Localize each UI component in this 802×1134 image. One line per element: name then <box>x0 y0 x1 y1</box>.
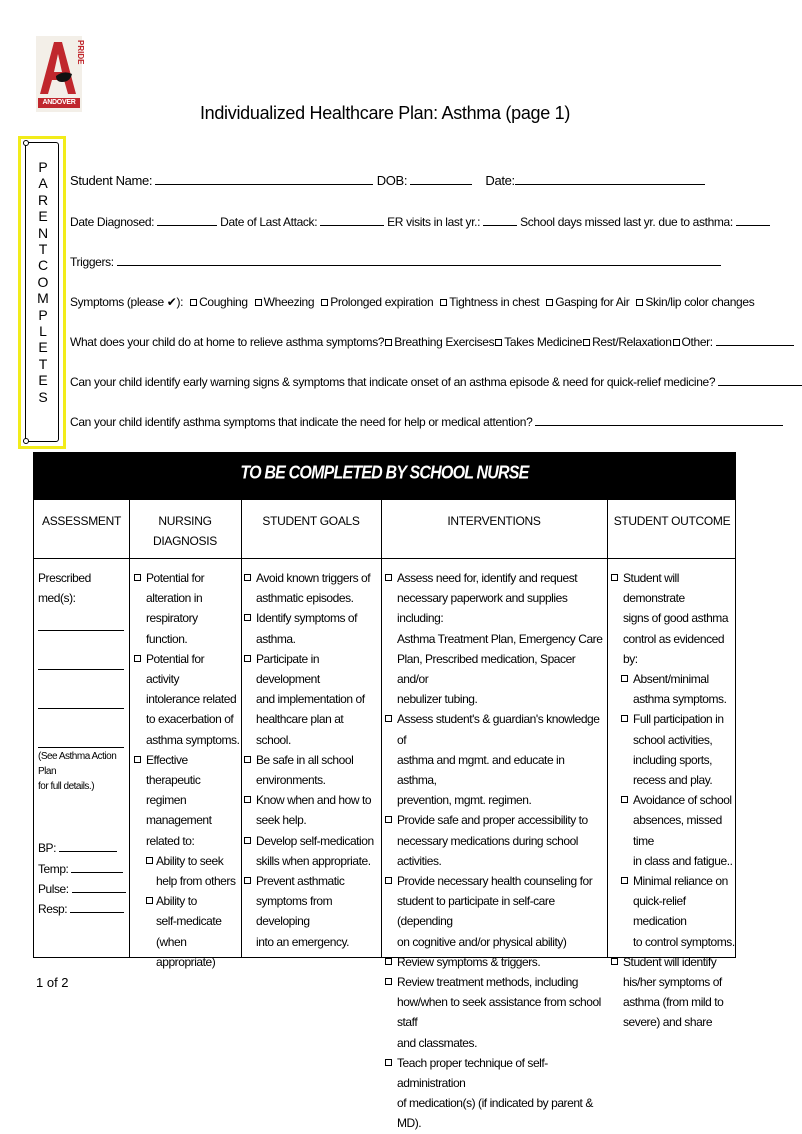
diagnosis-item-text: respiratory function. <box>146 611 198 646</box>
nursing-diagnosis-cell <box>134 568 240 972</box>
bp-row <box>38 838 126 858</box>
goal-item-text: Participate in development <box>256 651 320 687</box>
student-outcome-cell <box>611 568 735 1033</box>
checkbox[interactable] <box>611 574 618 581</box>
checkbox[interactable] <box>134 655 141 662</box>
header-assessment: ASSESSMENT <box>41 514 122 528</box>
goal-item-text: asthmatic episodes. <box>256 591 354 606</box>
scroll-banner <box>25 142 59 442</box>
goal-item-text: Be safe in all school <box>256 752 354 767</box>
diagnosis-subitem <box>134 851 240 891</box>
diagnosis-item-text: related to: <box>146 833 195 848</box>
spacer <box>38 709 126 747</box>
warning-row <box>70 375 802 389</box>
bp-label: BP: <box>38 841 56 856</box>
er-visits-field[interactable] <box>483 215 517 226</box>
date-field[interactable] <box>515 174 705 185</box>
goal-item-text: Prevent asthmatic <box>256 874 345 889</box>
last-attack-label: Date of Last Attack: <box>220 215 318 229</box>
banner-letter: A <box>38 175 48 192</box>
diagnosis-subitem-text: (when <box>156 934 187 949</box>
checkbox[interactable] <box>190 299 197 306</box>
checkbox[interactable] <box>621 715 628 722</box>
banner-letter: E <box>38 372 48 389</box>
diagnosis-subitem-text: Ability to <box>156 894 197 909</box>
page-title: Individualized Healthcare Plan: Asthma (page 1) <box>199 103 571 123</box>
triggers-field[interactable] <box>117 255 721 266</box>
intervention-item-text: Provide necessary health counseling for <box>397 874 593 889</box>
relieve-rest: Rest/Relaxation <box>592 335 672 349</box>
banner-letter: N <box>37 224 49 241</box>
goal-item-text: Know when and how to <box>256 793 372 808</box>
resp-label: Resp: <box>38 902 68 917</box>
goal-item <box>244 750 380 790</box>
see-plan-line1: (See Asthma Action Plan <box>38 751 117 778</box>
checkbox[interactable] <box>244 796 251 803</box>
logo-pride-text: PRIDE <box>76 40 85 65</box>
intervention-item-text: Assess need for, identify and request <box>397 571 578 585</box>
checkbox[interactable] <box>244 574 251 581</box>
intervention-item-text: Asthma Treatment Plan, Emergency Care <box>397 631 603 646</box>
diagnosis-item <box>134 649 240 750</box>
temp-label: Temp: <box>38 861 69 876</box>
help-field[interactable] <box>535 415 783 426</box>
outcome-subitem-text: school activities, <box>633 732 713 747</box>
intervention-item <box>385 709 606 810</box>
help-question: Can your child identify asthma symptoms that indicate the need for help or medical attention? <box>70 415 533 429</box>
banner-letter: P <box>38 159 48 175</box>
outcome-subitem-text: Minimal reliance on <box>633 874 728 889</box>
diagnosis-item-text: to exacerbation of <box>146 712 234 727</box>
diagnosis-item-text: therapeutic regimen <box>146 773 201 808</box>
outcome-subitem-text: quick-relief medication <box>633 894 687 929</box>
outcome-subitem-text: Absent/minimal <box>633 672 709 687</box>
header-divider <box>34 558 735 559</box>
checkbox[interactable] <box>255 299 262 306</box>
banner-letter: M <box>37 290 49 307</box>
intervention-item <box>385 972 606 1053</box>
header-nursing-diagnosis <box>129 511 241 551</box>
date-label: Date: <box>485 173 515 188</box>
school-days-label: School days missed last yr. due to asthma: <box>520 215 733 229</box>
relieve-other: Other: <box>681 335 713 349</box>
pulse-row <box>38 879 126 899</box>
banner-letter: P <box>38 306 48 323</box>
relieve-other-field[interactable] <box>716 335 794 346</box>
warning-field[interactable] <box>718 375 802 386</box>
outcome-subitem <box>621 669 735 709</box>
relieve-breathing: Breathing Exercises <box>394 335 495 349</box>
header-nursing-line2: DIAGNOSIS <box>153 534 217 548</box>
diagnosis-subitem-text: self-medicate <box>156 914 222 929</box>
checkbox[interactable] <box>385 978 392 985</box>
dob-field[interactable] <box>410 174 472 185</box>
interventions-cell <box>385 568 606 1134</box>
diagnosis-item <box>134 568 240 649</box>
student-name-label: Student Name: <box>70 173 153 188</box>
goal-item-text: symptoms from developing <box>256 894 333 929</box>
goal-item-text: and implementation of <box>256 692 365 707</box>
goal-item-text: into an emergency. <box>256 934 350 949</box>
goal-item <box>244 568 380 608</box>
school-nurse-title: TO BE COMPLETED BY SCHOOL NURSE <box>240 463 529 484</box>
intervention-item-text: student to participate in self-care (depending <box>397 894 555 929</box>
date-diagnosed-field[interactable] <box>157 215 217 226</box>
symptoms-row <box>70 295 754 309</box>
symptom-wheezing: Wheezing <box>263 295 315 309</box>
checkbox[interactable] <box>621 675 628 682</box>
banner-letter: C <box>37 257 49 274</box>
prescribed-med-line-4[interactable] <box>38 747 124 748</box>
parent-completes-banner <box>18 136 66 449</box>
banner-letter: T <box>38 241 48 258</box>
goal-item-text: Avoid known triggers of <box>256 571 371 585</box>
column-divider <box>607 500 608 957</box>
pulse-label: Pulse: <box>38 881 69 896</box>
outcome-text: signs of good asthma <box>623 611 729 626</box>
checkbox[interactable] <box>611 958 618 965</box>
last-attack-field[interactable] <box>320 215 384 226</box>
intervention-item-text: Review treatment methods, including <box>397 975 579 990</box>
outcome-subitem-text: to control symptoms. <box>633 934 735 949</box>
checkbox[interactable] <box>134 756 141 763</box>
scroll-curl-top <box>23 140 29 146</box>
intervention-item-text: Teach proper technique of self-administration <box>397 1055 548 1091</box>
checkbox[interactable] <box>621 877 628 884</box>
goal-item-text: seek help. <box>256 813 307 828</box>
outcome-subitem-text: Full participation in <box>633 712 724 727</box>
temp-field[interactable] <box>71 862 123 873</box>
outcome-text: Student will identify <box>623 954 717 969</box>
scroll-curl-bottom <box>23 438 29 444</box>
diagnosis-item-text: Potential for <box>146 571 205 585</box>
outcome-text: asthma (from mild to <box>623 995 724 1010</box>
checkbox[interactable] <box>495 339 502 346</box>
checkbox[interactable] <box>244 837 251 844</box>
goal-item <box>244 608 380 648</box>
intervention-item-text: necessary medications during school activities. <box>397 833 579 868</box>
diagnosis-subitem <box>134 891 240 972</box>
intervention-item <box>385 871 606 952</box>
diagnosis-subitem-text: Ability to seek <box>156 853 224 868</box>
checkbox[interactable] <box>244 877 251 884</box>
assessment-cell <box>38 568 126 919</box>
header-student-goals: STUDENT GOALS <box>262 514 360 528</box>
intervention-item <box>385 810 606 871</box>
spacer <box>38 794 126 838</box>
goal-item-text: environments. <box>256 773 326 788</box>
symptom-coughing: Coughing <box>199 295 248 309</box>
checkbox[interactable] <box>673 339 680 346</box>
relieve-medicine: Takes Medicine <box>504 335 583 349</box>
resp-row <box>38 899 126 919</box>
goal-item <box>244 831 380 871</box>
outcome-subitem-text: in class and fatigue.. <box>633 853 733 868</box>
student-goals-cell <box>244 568 380 952</box>
date-diagnosed-label: Date Diagnosed: <box>70 215 155 229</box>
checkbox[interactable] <box>546 299 553 306</box>
outcome-text: control as evidenced by: <box>623 631 725 666</box>
banner-letter: R <box>37 191 49 208</box>
checkbox[interactable] <box>146 897 153 904</box>
goal-item-text: Develop self-medication <box>256 833 374 848</box>
outcome-subitem <box>621 790 735 871</box>
goal-item-text: healthcare plan at school. <box>256 712 344 747</box>
header-interventions: INTERVENTIONS <box>447 514 541 528</box>
intervention-item-text: of medication(s) (if indicated by parent & MD). <box>397 1096 593 1131</box>
pulse-field[interactable] <box>72 882 126 893</box>
intervention-item-text: and classmates. <box>397 1035 477 1050</box>
help-row <box>70 415 783 429</box>
intervention-item-text: how/when to seek assistance from school staff <box>397 995 601 1030</box>
checkbox[interactable] <box>146 857 153 864</box>
header-nursing-line1: NURSING <box>158 514 212 528</box>
diagnosis-item <box>134 750 240 851</box>
diagnosis-subitem-text: help from others <box>156 874 236 889</box>
goal-item-text: Identify symptoms of <box>256 611 358 626</box>
banner-letter: L <box>39 323 47 340</box>
header-student-outcome: STUDENT OUTCOME <box>613 514 731 528</box>
relieve-question: What does your child do at home to relieve asthma symptoms? <box>70 335 385 349</box>
checkbox[interactable] <box>244 756 251 763</box>
school-days-field[interactable] <box>736 215 770 226</box>
warning-question: Can your child identify early warning signs & symptoms that indicate onset of an asthma episode & need for quick-relief medicine? <box>70 375 716 389</box>
triggers-label: Triggers: <box>70 255 114 269</box>
diagnosis-item-text: Effective <box>146 752 188 767</box>
diagnosis-item-text: intolerance related <box>146 692 237 707</box>
diagnosis-row <box>70 215 770 229</box>
outcome-subitem-text: Avoidance of school <box>633 793 732 808</box>
column-divider <box>381 500 382 957</box>
checkbox[interactable] <box>321 299 328 306</box>
intervention-item <box>385 1053 606 1134</box>
intervention-item-text: necessary paperwork and supplies including: <box>397 591 568 626</box>
checkbox[interactable] <box>385 816 392 823</box>
checkbox[interactable] <box>440 299 447 306</box>
intervention-item <box>385 568 606 709</box>
checkbox[interactable] <box>583 339 590 346</box>
diagnosis-item-text: management <box>146 813 212 828</box>
intervention-item-text: Assess student's & guardian's knowledge of <box>397 712 600 747</box>
outcome-text: Student will demonstrate <box>623 571 685 606</box>
prescribed-meds-label: Prescribed med(s): <box>38 571 91 606</box>
spacer <box>38 631 126 669</box>
outcome-item <box>611 952 735 1033</box>
intervention-item <box>385 952 606 972</box>
diagnosis-subitem-text: appropriate) <box>156 954 216 969</box>
checkbox[interactable] <box>385 574 392 581</box>
see-plan-line2: for full details.) <box>38 781 95 793</box>
intervention-item-text: on cognitive and/or physical ability) <box>397 934 567 949</box>
diagnosis-item-text: Potential for activity <box>146 651 205 687</box>
checkbox[interactable] <box>244 614 251 621</box>
goal-item <box>244 649 380 750</box>
page-number: 1 of 2 <box>36 975 69 990</box>
banner-letter: O <box>37 273 49 290</box>
outcome-subitem-text: absences, missed time <box>633 813 722 848</box>
spacer <box>38 608 126 630</box>
column-divider <box>129 500 130 957</box>
diagnosis-item-text: asthma symptoms. <box>146 732 240 747</box>
checkbox[interactable] <box>385 339 392 346</box>
banner-letter: T <box>38 355 48 372</box>
dob-label: DOB: <box>376 173 408 188</box>
symptom-gasping: Gasping for Air <box>555 295 630 309</box>
intervention-item-text: asthma and mgmt. and educate in asthma, <box>397 752 565 788</box>
outcome-subitem-text: asthma symptoms. <box>633 692 727 707</box>
intervention-item-text: prevention, mgmt. regimen. <box>397 793 532 808</box>
logo-andover-text: ANDOVER <box>42 99 76 106</box>
intervention-item-text: Review symptoms & triggers. <box>397 954 541 969</box>
checkbox[interactable] <box>134 574 141 581</box>
triggers-row <box>70 255 721 269</box>
outcome-text: severe) and share <box>623 1015 713 1030</box>
intervention-item-text: Provide safe and proper accessibility to <box>397 813 588 828</box>
student-name-field[interactable] <box>155 174 373 185</box>
checkbox[interactable] <box>621 796 628 803</box>
symptom-prolonged-expiration: Prolonged expiration <box>330 295 434 309</box>
checkbox[interactable] <box>636 299 643 306</box>
checkbox[interactable] <box>385 958 392 965</box>
temp-row <box>38 859 126 879</box>
outcome-subitem-text: including sports, <box>633 752 713 767</box>
bp-field[interactable] <box>59 841 117 852</box>
outcome-text: his/her symptoms of <box>623 975 722 990</box>
symptom-skin-color: Skin/lip color changes <box>645 295 755 309</box>
outcome-item <box>611 568 735 669</box>
checkbox[interactable] <box>244 655 251 662</box>
outcome-subitem <box>621 709 735 790</box>
goal-item <box>244 790 380 830</box>
checkbox[interactable] <box>385 1059 392 1066</box>
resp-field[interactable] <box>70 902 124 913</box>
banner-letter: S <box>38 388 48 405</box>
relieve-row <box>70 335 794 349</box>
intervention-item-text: nebulizer tubing. <box>397 692 478 707</box>
goal-item-text: skills when appropriate. <box>256 853 371 868</box>
outcome-subitem-text: recess and play. <box>633 773 713 788</box>
banner-letter: E <box>38 208 48 225</box>
school-nurse-banner <box>33 452 736 499</box>
banner-letter: E <box>38 339 48 356</box>
column-divider <box>241 500 242 957</box>
outcome-subitem <box>621 871 735 952</box>
checkbox[interactable] <box>385 877 392 884</box>
parent-completes-text <box>26 159 60 405</box>
school-logo <box>36 36 85 112</box>
goal-item <box>244 871 380 952</box>
checkbox[interactable] <box>385 715 392 722</box>
goal-item-text: asthma. <box>256 631 296 646</box>
student-info-row <box>70 173 705 188</box>
symptom-tightness: Tightness in chest <box>449 295 540 309</box>
spacer <box>38 670 126 708</box>
symptoms-label: Symptoms (please ✔): <box>70 295 184 309</box>
intervention-item-text: Plan, Prescribed medication, Spacer and/or <box>397 651 576 687</box>
er-visits-label: ER visits in last yr.: <box>387 215 481 229</box>
diagnosis-item-text: alteration in <box>146 591 203 606</box>
